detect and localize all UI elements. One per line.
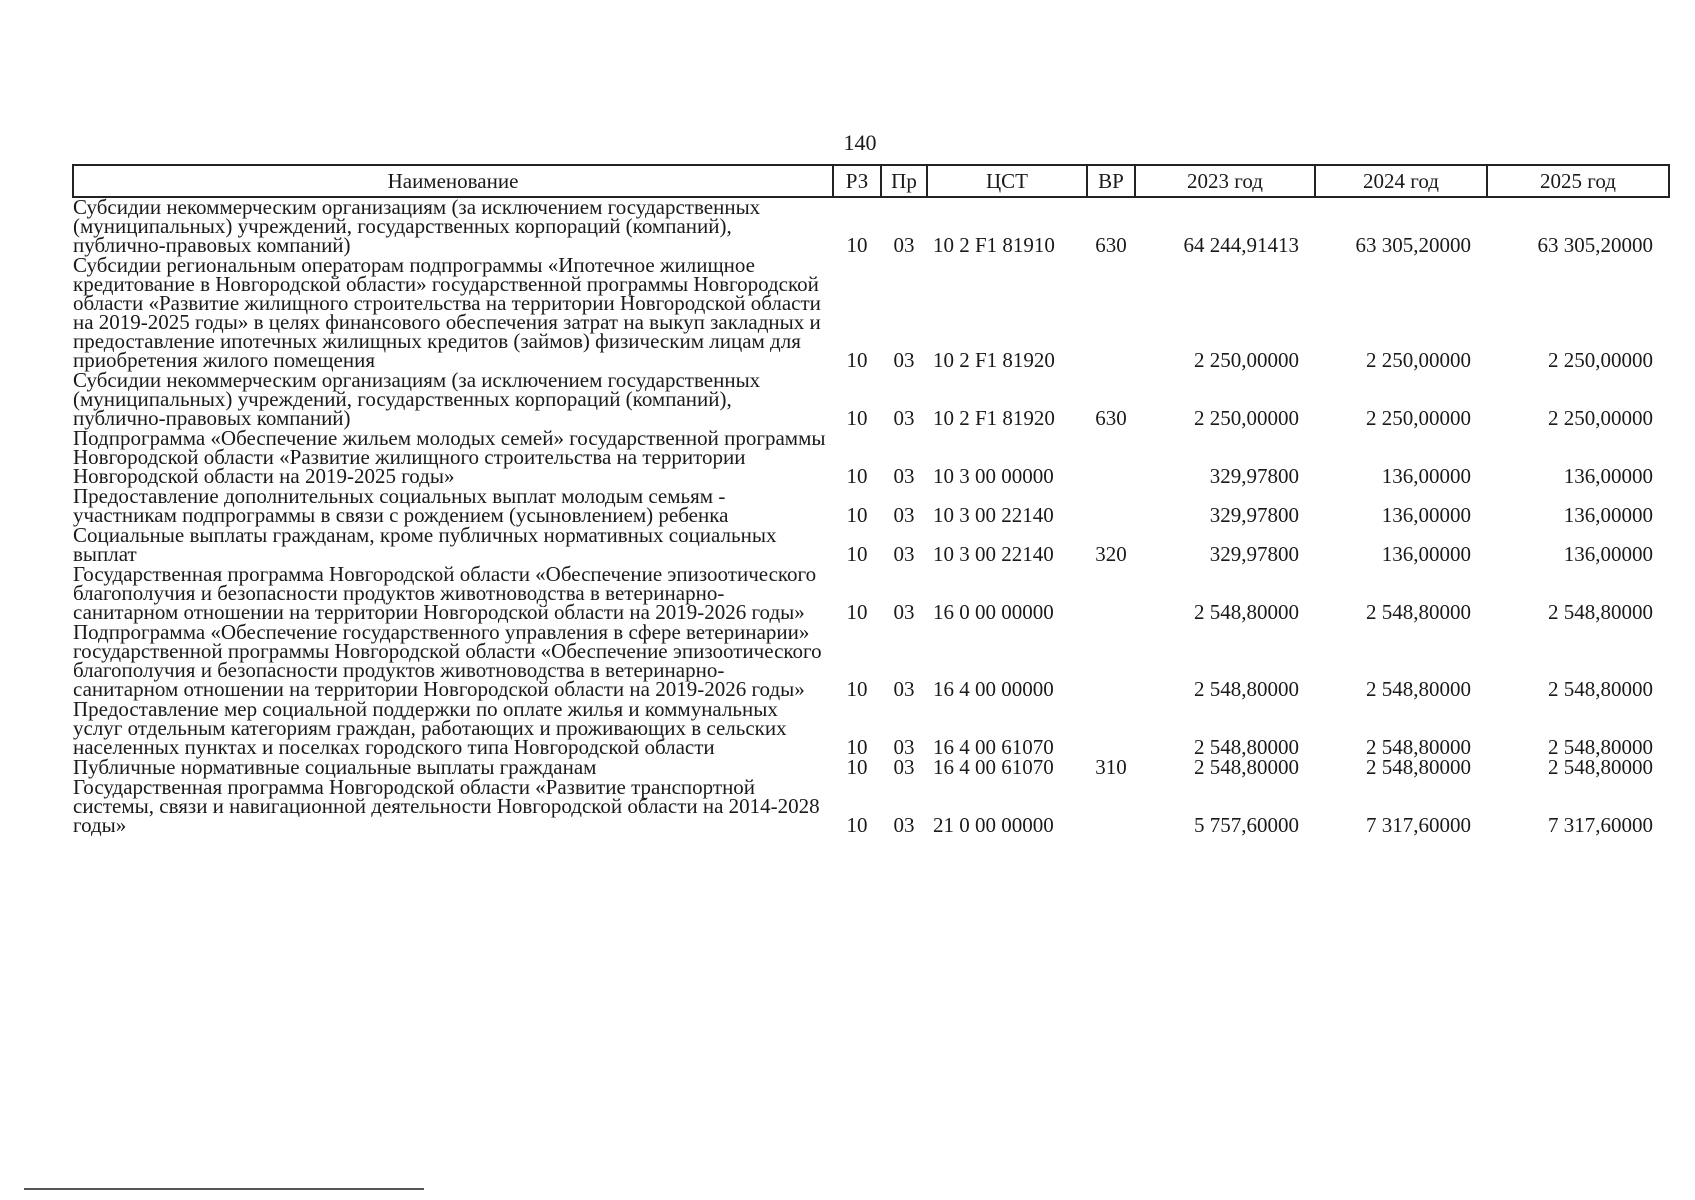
- row-vr: 630: [1095, 406, 1127, 430]
- row-cst: 21 0 00 00000: [933, 813, 1054, 837]
- header-2023: 2023 год: [1135, 165, 1315, 197]
- row-2024: 136,00000: [1381, 503, 1471, 527]
- row-rz: 10: [846, 542, 868, 566]
- row-2024: 2 250,00000: [1366, 348, 1471, 372]
- row-name: Субсидии некоммерческим организациям (за исключением государственных (муниципальных) учреждений, государственных корпораций (компаний), публично-правовых компаний): [73, 368, 761, 430]
- row-cst: 16 4 00 61070: [933, 755, 1054, 779]
- row-2025: 136,00000: [1563, 542, 1653, 566]
- row-name: Социальные выплаты гражданам, кроме публичных нормативных социальных выплат: [73, 523, 777, 566]
- row-cst: 10 3 00 00000: [933, 464, 1054, 488]
- table-row: [73, 256, 1669, 371]
- row-2025: 2 548,80000: [1548, 735, 1653, 759]
- row-cst: 10 2 F1 81920: [933, 406, 1055, 430]
- row-name: Субсидии некоммерческим организациям (за исключением государственных (муниципальных) учреждений, государственных корпораций (компаний), публично-правовых компаний): [73, 195, 761, 257]
- row-name: Подпрограмма «Обеспечение государственного управления в сфере ветеринарии» государственной программы Новгородской области «Обеспечение эпизоотического благополучия и безопасности продуктов животноводства в ветеринарно-санитарном отношении на территории Новгородской области на 2019-2026 годы»: [73, 620, 822, 701]
- row-2024: 136,00000: [1381, 542, 1471, 566]
- row-cst: 10 3 00 22140: [933, 503, 1054, 527]
- table-row: [73, 371, 1669, 429]
- row-vr: 630: [1095, 233, 1127, 257]
- table-row: [73, 700, 1669, 758]
- table-row: [73, 623, 1669, 700]
- row-rz: 10: [846, 813, 868, 837]
- row-name: Предоставление дополнительных социальных выплат молодым семьям - участникам подпрограммы в связи с рождением (усыновлением) ребенка: [73, 484, 729, 527]
- row-rz: 10: [846, 464, 868, 488]
- row-2025: 2 548,80000: [1548, 755, 1653, 779]
- row-2025: 136,00000: [1563, 503, 1653, 527]
- row-2023: 2 250,00000: [1194, 406, 1299, 430]
- row-rz: 10: [846, 755, 868, 779]
- row-2024: 63 305,20000: [1355, 233, 1471, 257]
- row-pr: 03: [893, 813, 915, 837]
- row-vr: [1087, 565, 1135, 623]
- row-rz: 10: [846, 600, 868, 624]
- row-cst: 16 0 00 00000: [933, 600, 1054, 624]
- row-cst: 10 2 F1 81920: [933, 348, 1055, 372]
- row-2025: 2 548,80000: [1548, 677, 1653, 701]
- page-number: 140: [843, 130, 877, 155]
- row-pr: 03: [893, 406, 915, 430]
- row-name: Подпрограмма «Обеспечение жильем молодых семей» государственной программы Новгородской области «Развитие жилищного строительства на территории Новгородской области на 2019-2025 годы»: [73, 426, 826, 488]
- table-row: [73, 526, 1669, 565]
- row-pr: 03: [893, 542, 915, 566]
- header-rz: РЗ: [833, 165, 881, 197]
- row-pr: 03: [893, 233, 915, 257]
- row-pr: 03: [893, 503, 915, 527]
- row-pr: 03: [893, 348, 915, 372]
- row-2023: 64 244,91413: [1183, 233, 1299, 257]
- header-2024: 2024 год: [1315, 165, 1487, 197]
- row-pr: 03: [893, 677, 915, 701]
- table-row: [73, 487, 1669, 526]
- row-2023: 2 548,80000: [1194, 755, 1299, 779]
- row-name: Государственная программа Новгородской области «Обеспечение эпизоотического благополучия и безопасности продуктов животноводства в ветеринарно-санитарном отношении на территории Новгородской области на 2019-2026 годы»: [73, 562, 817, 624]
- row-2023: 2 548,80000: [1194, 677, 1299, 701]
- row-2024: 2 548,80000: [1366, 755, 1471, 779]
- row-2023: 2 548,80000: [1194, 735, 1299, 759]
- row-2024: 2 548,80000: [1366, 600, 1471, 624]
- footer-divider: [24, 1188, 424, 1190]
- header-pr: Пр: [881, 165, 927, 197]
- row-rz: 10: [846, 735, 868, 759]
- row-2023: 5 757,60000: [1194, 813, 1299, 837]
- header-cst: ЦСТ: [927, 165, 1087, 197]
- row-vr: [1087, 700, 1135, 758]
- row-name: Предоставление мер социальной поддержки по оплате жилья и коммунальных услуг отдельным категориям граждан, работающих и проживающих в сельских населенных пунктах и поселках городского типа Новгородской области: [73, 697, 787, 759]
- row-2024: 2 548,80000: [1366, 677, 1471, 701]
- header-name: Наименование: [73, 165, 833, 197]
- table-row: [73, 565, 1669, 623]
- header-2025: 2025 год: [1487, 165, 1669, 197]
- row-2025: 2 548,80000: [1548, 600, 1653, 624]
- row-pr: 03: [893, 755, 915, 779]
- row-rz: 10: [846, 348, 868, 372]
- row-2023: 329,97800: [1209, 503, 1299, 527]
- row-rz: 10: [846, 677, 868, 701]
- table-row: [73, 429, 1669, 487]
- row-name: Публичные нормативные социальные выплаты гражданам: [73, 755, 597, 779]
- row-cst: 16 4 00 00000: [933, 677, 1054, 701]
- row-name: Субсидии региональным операторам подпрограммы «Ипотечное жилищное кредитование в Новгородской области» государственной программы Новгородской области «Развитие жилищного строительства на территории Новгородской области на 2019-2025 годы» в целях финансового обеспечения затрат на выкуп закладных и предоставление ипотечных жилищных кредитов (займов) физическим лицам для приобретения жилого помещения: [73, 253, 821, 372]
- row-vr: 320: [1095, 542, 1127, 566]
- row-vr: [1087, 778, 1135, 836]
- budget-table: [72, 164, 1670, 836]
- row-name: Государственная программа Новгородской области «Развитие транспортной системы, связи и навигационной деятельности Новгородской области на 2014-2028 годы»: [73, 775, 820, 837]
- row-2025: 63 305,20000: [1537, 233, 1653, 257]
- row-pr: 03: [893, 600, 915, 624]
- table-row: [73, 197, 1669, 256]
- row-2025: 2 250,00000: [1548, 406, 1653, 430]
- row-2024: 136,00000: [1381, 464, 1471, 488]
- row-vr: [1087, 623, 1135, 700]
- row-vr: 310: [1095, 755, 1127, 779]
- row-2025: 7 317,60000: [1548, 813, 1653, 837]
- row-vr: [1087, 487, 1135, 526]
- row-pr: 03: [893, 464, 915, 488]
- table-row: [73, 778, 1669, 836]
- row-rz: 10: [846, 503, 868, 527]
- row-cst: 10 2 F1 81910: [933, 233, 1055, 257]
- table-header-row: [73, 165, 1669, 197]
- row-2024: 2 250,00000: [1366, 406, 1471, 430]
- row-2023: 329,97800: [1209, 542, 1299, 566]
- row-2025: 2 250,00000: [1548, 348, 1653, 372]
- row-2024: 7 317,60000: [1366, 813, 1471, 837]
- row-2025: 136,00000: [1563, 464, 1653, 488]
- row-2023: 329,97800: [1209, 464, 1299, 488]
- row-2024: 2 548,80000: [1366, 735, 1471, 759]
- row-cst: 10 3 00 22140: [933, 542, 1054, 566]
- row-rz: 10: [846, 233, 868, 257]
- row-vr: [1087, 429, 1135, 487]
- header-vr: ВР: [1087, 165, 1135, 197]
- row-cst: 16 4 00 61070: [933, 735, 1054, 759]
- row-2023: 2 548,80000: [1194, 600, 1299, 624]
- row-pr: 03: [893, 735, 915, 759]
- row-vr: [1087, 256, 1135, 371]
- row-rz: 10: [846, 406, 868, 430]
- row-2023: 2 250,00000: [1194, 348, 1299, 372]
